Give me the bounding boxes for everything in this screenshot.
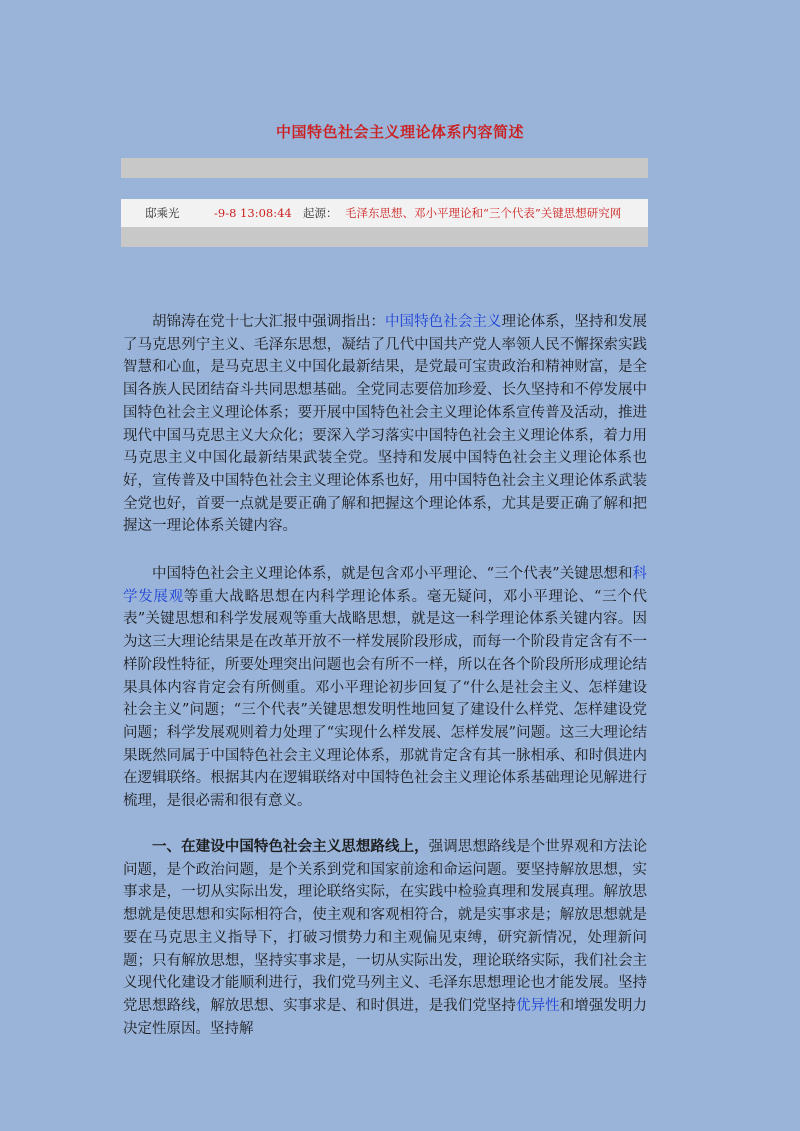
paragraph-1 [123,311,647,538]
publish-time: -9-8 13:08:44 [214,206,292,220]
paragraph-3-text-a: 强调思想路线是个世界观和方法论问题，是个政治问题，是个关系到党和国家前途和命运问题。要坚持解放思想，实事求是，一切从实际出发，理论联络实际，在实践中检验真理和发展真理。解放思想就是使思想和实际相符合，使主观和客观相符合，就是实事求是；解放思想就是要在马克思主义指导下，打破习惯势力和主观偏见束缚，研究新情况，处理新问题；只有解放思想，坚持实事求是，一切从实际出发，理论联络实际，我们社会主义现代化建设才能顺利进行，我们党马列主义、毛泽东思想理论也才能发展。坚持党思想路线，解放思想、实事求是、和时俱进，是我们党坚持 [123,839,648,1014]
header-divider-top [121,158,648,178]
paragraph-3 [123,836,647,1040]
header-divider-bottom [121,227,648,247]
paragraph-1-text-a: 胡锦涛在党十七大汇报中强调指出： [152,314,385,330]
article-meta [121,199,648,227]
paragraph-3-text-b: 和增强发明力决定性原因。坚持解 [123,997,648,1037]
source-name: 毛泽东思想、邓小平理论和“三个代表”关键思想研究网 [345,206,622,220]
link-superiority[interactable]: 优异性 [516,997,560,1014]
source-label: 起源： [303,206,338,220]
section-heading-1: 一、在建设中国特色社会主义思想路线上， [152,838,429,855]
paragraph-2 [123,563,647,813]
paragraph-2-text-b: 等重大战略思想在内科学理论体系。毫无疑问，邓小平理论、“三个代表”关键思想和科学发展观等重大战略思想，就是这一科学理论体系关键内容。因为这三大理论结果是在改革开放不一样发展阶段形成，而每一个阶段肯定含有不一样阶段性特征，所要处理突出问题也会有所不一样，所以在各个阶段所形成理论结果具体内容肯定会有所侧重。邓小平理论初步回复了“什么是社会主义、怎样建设社会主义”问题；“三个代表”关键思想发明性地回复了建设什么样党、怎样建设党问题；科学发展观则着力处理了“实现什么样发展、怎样发展”问题。这三大理论结果既然同属于中国特色社会主义理论体系，那就肯定含有其一脉相承、和时俱进内在逻辑联络。根据其内在逻辑联络对中国特色社会主义理论体系基础理论见解进行梳理，是很必需和很有意义。 [123,588,647,810]
link-socialism-with-chinese-characteristics[interactable]: 中国特色社会主义 [384,314,502,330]
paragraph-1-text-b: 理论体系，坚持和发展了马克思列宁主义、毛泽东思想，凝结了几代中国共产党人率领人民不懈探索实践智慧和心血，是马克思主义中国化最新结果，是党最可宝贵政治和精神财富，是全国各族人民团结奋斗共同思想基础。全党同志要倍加珍爱、长久坚持和不停发展中国特色社会主义理论体系；要开展中国特色社会主义理论体系宣传普及活动，推进现代中国马克思主义大众化；要深入学习落实中国特色社会主义理论体系，着力用马克思主义中国化最新结果武装全党。坚持和发展中国特色社会主义理论体系也好，宣传普及中国特色社会主义理论体系也好，用中国特色社会主义理论体系武装全党也好，首要一点就是要正确了解和把握这个理论体系，尤其是要正确了解和把握这一理论体系关键内容。 [123,314,647,535]
paragraph-2-text-a: 中国特色社会主义理论体系，就是包含邓小平理论、“三个代表”关键思想和 [152,566,633,582]
link-scientific-outlook[interactable]: 科学发展观 [123,566,647,605]
author-name: 邸乘光 [145,206,180,220]
page-title: 中国特色社会主义理论体系内容简述 [275,123,524,141]
